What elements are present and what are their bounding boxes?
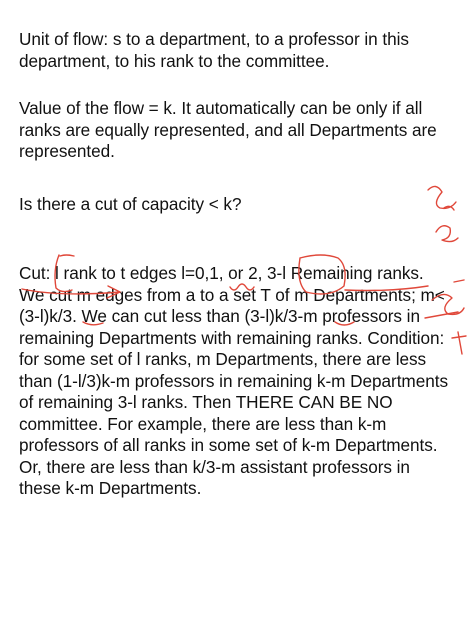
ink-margin-dash bbox=[454, 280, 464, 282]
ink-bracket-l-top bbox=[60, 255, 74, 256]
paragraph-value-of-flow: Value of the flow = k. It automatically can be only if all ranks are equally represented, and all Departments are represented. bbox=[19, 98, 437, 161]
ink-margin-t bbox=[452, 332, 466, 354]
paragraph-unit-of-flow: Unit of flow: s to a department, to a professor in this department, to his rank to the committee. bbox=[19, 29, 409, 71]
paragraph-cut-description bbox=[19, 263, 451, 500]
cut-line: Cut: l rank to t edges l=0,1, or 2, 3-l Remaining ranks. bbox=[19, 263, 424, 283]
ink-margin-scribble-2 bbox=[436, 226, 458, 242]
paragraph-cut-question: Is there a cut of capacity < k? bbox=[19, 194, 242, 214]
cut-body: We cut m edges from a to a set T of m Departments; m< (3-l)k/3. We can cut less than (3-l)k/3-m professors in remaining Departments with remaining ranks. Condition: for some set of l ranks, m Departments, there are less than (1-l/3)k-m professors in remaining k-m Departments of remaining 3-l ranks. Then THERE CAN BE NO committee. For example, there are less than k-m professors of all ranks in some set of k-m Departments. Or, there are less than k/3-m assistant professors in these k-m Departments. bbox=[19, 284, 448, 498]
